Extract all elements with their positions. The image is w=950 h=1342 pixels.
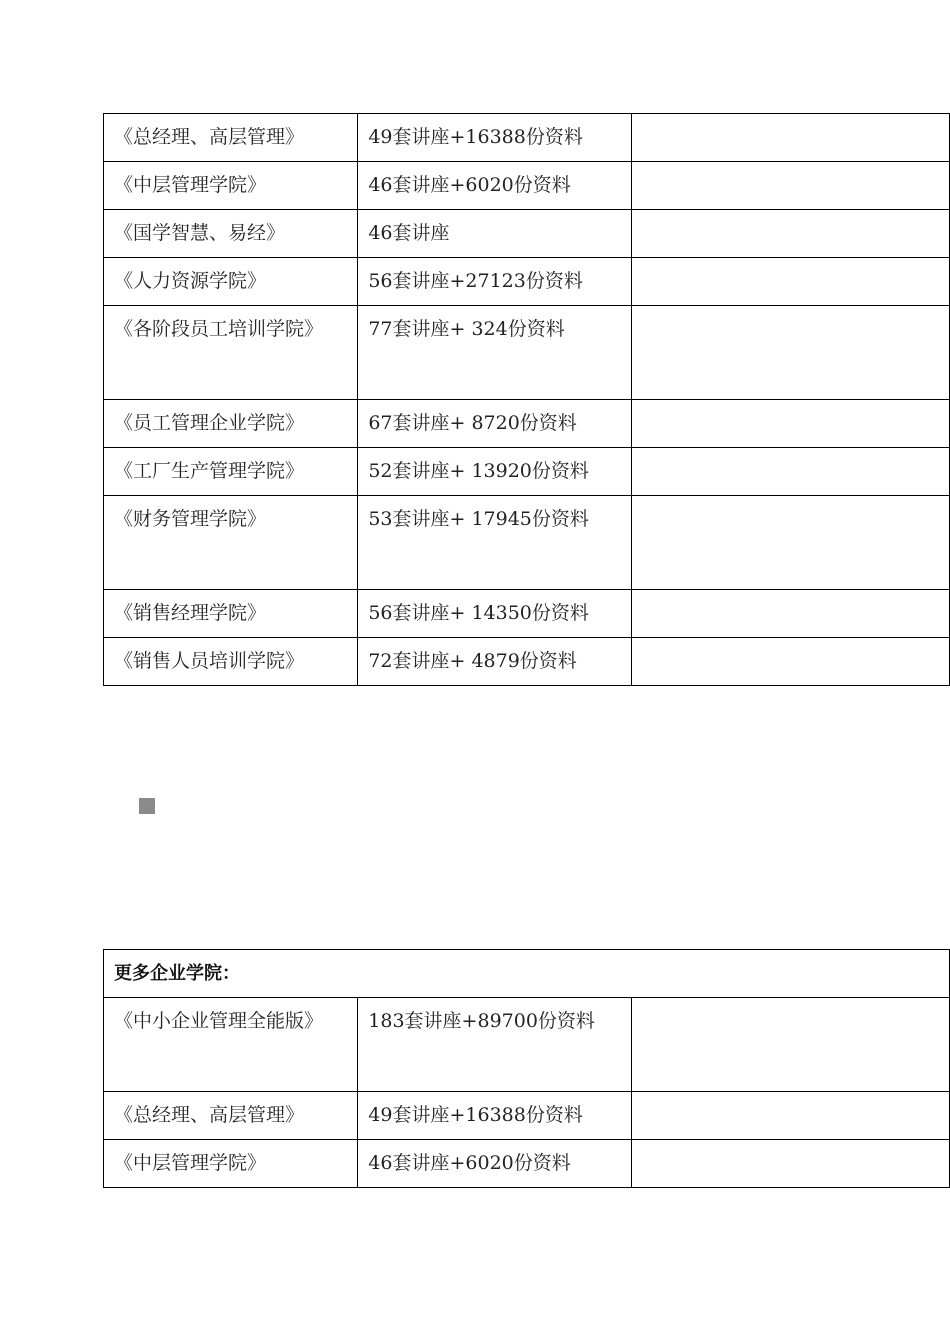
course-note-cell xyxy=(632,998,950,1092)
course-note-cell xyxy=(632,258,950,306)
course-content-cell: 49套讲座+16388份资料 xyxy=(358,114,632,162)
course-content-cell: 67套讲座+ 8720份资料 xyxy=(358,400,632,448)
table-row xyxy=(104,1092,950,1140)
course-name-cell: 《人力资源学院》 xyxy=(104,258,358,306)
course-note-cell xyxy=(632,1092,950,1140)
more-academies-table xyxy=(103,949,950,1188)
course-content-cell: 56套讲座+27123份资料 xyxy=(358,258,632,306)
course-name-cell: 《工厂生产管理学院》 xyxy=(104,448,358,496)
course-name-cell: 《中小企业管理全能版》 xyxy=(104,998,358,1092)
course-name-cell: 《中层管理学院》 xyxy=(104,162,358,210)
table-row xyxy=(104,590,950,638)
table-row xyxy=(104,638,950,686)
course-note-cell xyxy=(632,162,950,210)
table-header-row xyxy=(104,950,950,998)
top-courses-table xyxy=(103,113,950,686)
course-note-cell xyxy=(632,448,950,496)
table-row xyxy=(104,496,950,590)
table-row xyxy=(104,210,950,258)
course-name-cell: 《销售经理学院》 xyxy=(104,590,358,638)
table-row xyxy=(104,1140,950,1188)
course-note-cell xyxy=(632,210,950,258)
course-name-cell: 《财务管理学院》 xyxy=(104,496,358,590)
table-row xyxy=(104,258,950,306)
course-content-cell: 46套讲座+6020份资料 xyxy=(358,162,632,210)
course-content-cell: 46套讲座+6020份资料 xyxy=(358,1140,632,1188)
table-row xyxy=(104,998,950,1092)
course-name-cell: 《中层管理学院》 xyxy=(104,1140,358,1188)
course-content-cell: 52套讲座+ 13920份资料 xyxy=(358,448,632,496)
table-row xyxy=(104,448,950,496)
course-name-cell: 《总经理、高层管理》 xyxy=(104,114,358,162)
course-content-cell: 183套讲座+89700份资料 xyxy=(358,998,632,1092)
table-row xyxy=(104,400,950,448)
course-content-cell: 53套讲座+ 17945份资料 xyxy=(358,496,632,590)
course-note-cell xyxy=(632,400,950,448)
course-name-cell: 《总经理、高层管理》 xyxy=(104,1092,358,1140)
square-bullet-icon xyxy=(139,798,155,814)
course-name-cell: 《各阶段员工培训学院》 xyxy=(104,306,358,400)
table-header: 更多企业学院： xyxy=(104,950,950,998)
course-note-cell xyxy=(632,306,950,400)
course-name-cell: 《员工管理企业学院》 xyxy=(104,400,358,448)
course-content-cell: 49套讲座+16388份资料 xyxy=(358,1092,632,1140)
table-row xyxy=(104,306,950,400)
course-note-cell xyxy=(632,1140,950,1188)
course-content-cell: 56套讲座+ 14350份资料 xyxy=(358,590,632,638)
course-content-cell: 46套讲座 xyxy=(358,210,632,258)
course-name-cell: 《国学智慧、易经》 xyxy=(104,210,358,258)
course-note-cell xyxy=(632,638,950,686)
course-note-cell xyxy=(632,114,950,162)
course-content-cell: 72套讲座+ 4879份资料 xyxy=(358,638,632,686)
course-content-cell: 77套讲座+ 324份资料 xyxy=(358,306,632,400)
course-note-cell xyxy=(632,590,950,638)
course-name-cell: 《销售人员培训学院》 xyxy=(104,638,358,686)
table-row xyxy=(104,114,950,162)
course-note-cell xyxy=(632,496,950,590)
table-row xyxy=(104,162,950,210)
